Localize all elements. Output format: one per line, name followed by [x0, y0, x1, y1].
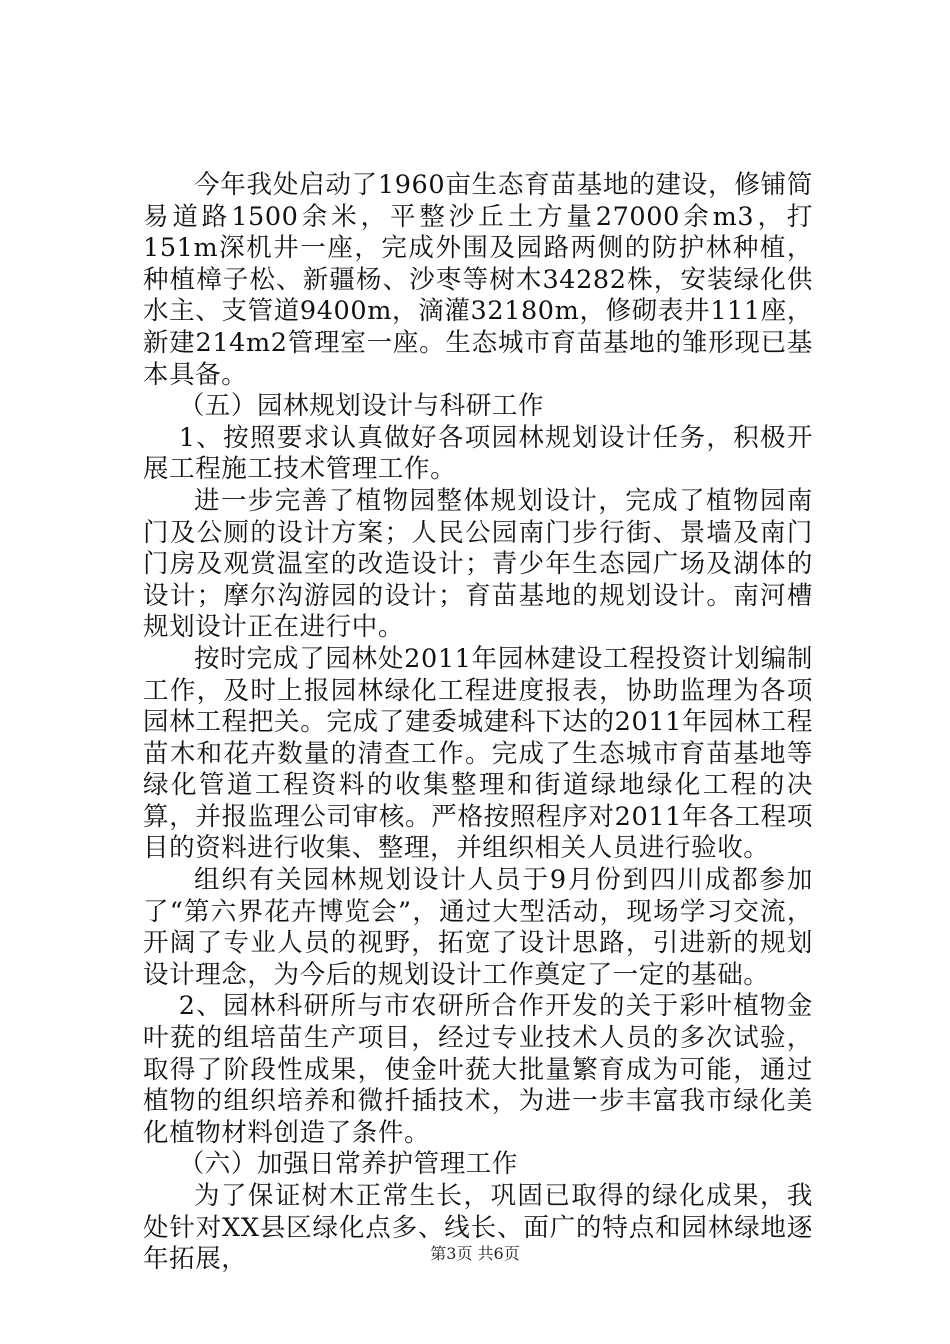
paragraph-investment-plan: 按时完成了园林处2011年园林建设工程投资计划编制工作，及时上报园林绿化工程进度报表，协助监理为各项园林工程把关。完成了建委城建科下达的2011年园林工程苗木和花卉数量的清查工作。完成了生态城市育苗基地等绿化管道工程资料的收集整理和街道绿地绿化工程的决算，并报监理公司审核。严格按照程序对2011年各工程项目的资料进行收集、整理，并组织相关人员进行验收。	[143, 643, 813, 864]
paragraph-item-1: 1、按照要求认真做好各项园林规划设计任务，积极开展工程施工技术管理工作。	[143, 422, 813, 485]
paragraph-maintenance: 为了保证树木正常生长，巩固已取得的绿化成果，我处针对XX县区绿化点多、线长、面广的特点和园林绿地逐年拓展，	[143, 1181, 813, 1275]
section-heading-planning-research: （五）园林规划设计与科研工作	[178, 391, 545, 422]
paragraph-design-plans: 进一步完善了植物园整体规划设计，完成了植物园南门及公厕的设计方案；人民公园南门步行街、景墙及南门门房及观赏温室的改造设计；青少年生态园广场及湖体的设计；摩尔沟游园的设计；育苗基地的规划设计。南河槽规划设计正在进行中。	[143, 485, 813, 643]
paragraph-nursery-base: 今年我处启动了1960亩生态育苗基地的建设，修铺简易道路1500余米，平整沙丘土方量27000余m3，打151m深机井一座，完成外围及园路两侧的防护林种植，种植樟子松、新疆杨、沙枣等树木34282株，安装绿化供水主、支管道9400m，滴灌32180m，修砌表井111座，新建214m2管理室一座。生态城市育苗基地的雏形现已基本具备。	[143, 170, 813, 390]
section-heading-maintenance: （六）加强日常养护管理工作	[178, 1149, 518, 1180]
paragraph-flower-expo: 组织有关园林规划设计人员于9月份到四川成都参加了“第六界花卉博览会”，通过大型活动，现场学习交流，开阔了专业人员的视野，拓宽了设计思路，引进新的规划设计理念，为今后的规划设计工作奠定了一定的基础。	[143, 865, 813, 990]
paragraph-item-2: 2、园林科研所与市农研所合作开发的关于彩叶植物金叶莸的组培苗生产项目，经过专业技术人员的多次试验，取得了阶段性成果，使金叶莸大批量繁育成为可能，通过植物的组织培养和微扦插技术，为进一步丰富我市绿化美化植物材料创造了条件。	[143, 991, 813, 1148]
page-number-footer: 第3页 共6页	[430, 1244, 520, 1263]
document-body	[143, 170, 813, 1276]
